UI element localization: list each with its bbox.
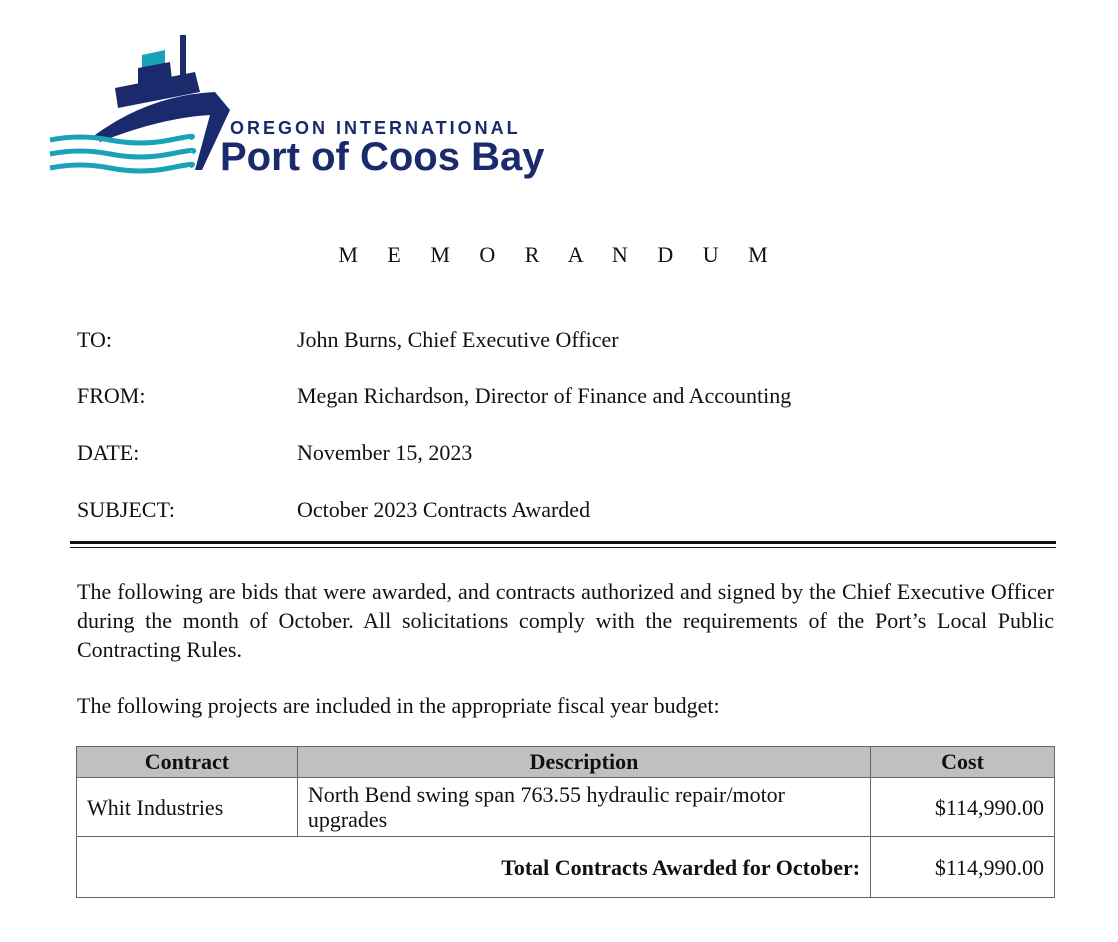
header-description: Description [297,747,870,778]
field-subject-label: SUBJECT: [77,497,175,522]
contracts-table [76,746,1055,898]
field-from-label: FROM: [77,383,146,408]
field-date-label: DATE: [77,440,140,465]
logo-line-2: Port of Coos Bay [220,135,545,179]
cell-cost: $114,990.00 [871,778,1055,837]
field-subject [77,497,590,523]
table-row [77,778,1055,837]
field-from-value: Megan Richardson, Director of Finance and Accounting [297,383,792,408]
field-date-value: November 15, 2023 [297,440,473,465]
logo-line-1: OREGON INTERNATIONAL [230,118,521,138]
header-divider-thick [70,541,1056,544]
field-date [77,440,472,466]
total-label: Total Contracts Awarded for October: [77,837,871,898]
cell-description: North Bend swing span 763.55 hydraulic repair/motor upgrades [297,778,870,837]
field-from [77,383,791,409]
header-divider-thin [70,547,1056,548]
memo-title: M E M O R A N D U M [338,242,780,267]
intro-paragraph: The following are bids that were awarded, and contracts authorized and signed by the Chief Executive Officer during the month of October. All solicitations comply with the requirements of the Port’s Local Public Contracting Rules. [77,579,1054,662]
table-total-row [77,837,1055,898]
header-contract: Contract [77,747,298,778]
cell-contract: Whit Industries [77,778,298,837]
budget-paragraph: The following projects are included in the appropriate fiscal year budget: [77,693,720,718]
header-cost: Cost [871,747,1055,778]
field-subject-value: October 2023 Contracts Awarded [297,497,591,522]
total-value: $114,990.00 [871,837,1055,898]
table-header-row [77,747,1055,778]
field-to [77,327,619,353]
field-to-value: John Burns, Chief Executive Officer [297,327,619,352]
port-logo [40,30,570,195]
field-to-label: TO: [77,327,113,352]
